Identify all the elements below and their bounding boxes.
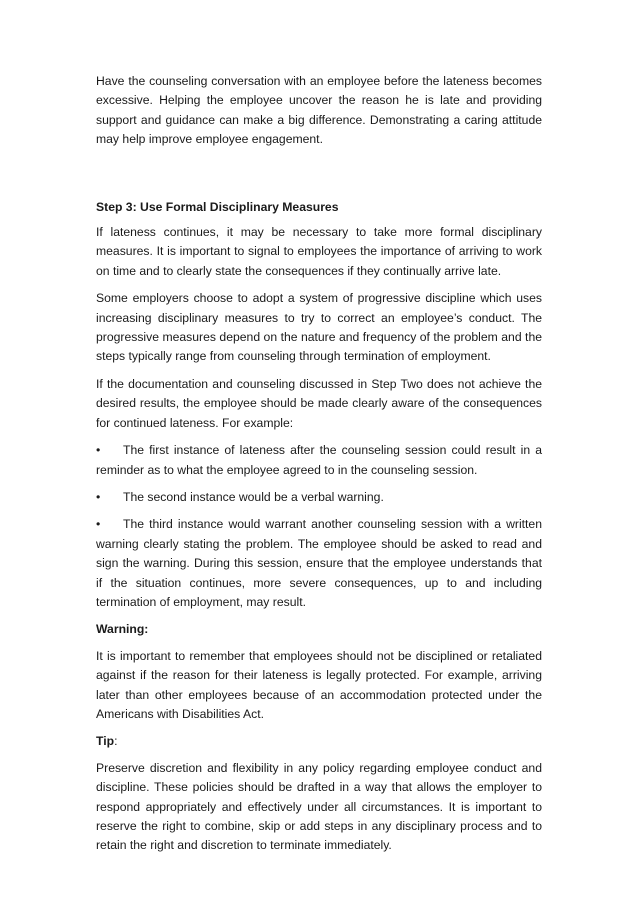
intro-paragraph: Have the counseling conversation with an employee before the lateness becomes excessive. Helping the employee uncover the reason he is late and providing support and guidance can make a big difference. Demonstrating a caring attitude may help improve employee engagement. xyxy=(96,74,542,147)
bullet-icon: • xyxy=(96,517,101,532)
bullet-item-2 xyxy=(96,488,542,507)
warning-text: It is important to remember that employees should not be disciplined or retaliated against if the reason for their lateness is legally protected. For example, arriving later than other employees because of an accommodation protected under the Americans with Disabilities Act. xyxy=(96,648,542,721)
step3-paragraph-3: If the documentation and counseling discussed in Step Two does not achieve the desired results, the employee should be made clearly aware of the consequences for continued lateness. For example: xyxy=(96,376,542,430)
document-page xyxy=(96,72,542,864)
bullet-icon: • xyxy=(96,443,101,458)
bullet-text: The second instance would be a verbal warning. xyxy=(123,489,384,504)
tip-label-line xyxy=(96,732,542,751)
tip-label: Tip xyxy=(96,734,115,749)
bullet-text: The third instance would warrant another counseling session with a written warning clearly stating the problem. The employee should be asked to read and sign the warning. During this session, ensure that the employee understands that if the situation continues, more severe consequences, up to and including termination of employment, may result. xyxy=(96,517,542,609)
step3-heading: Step 3: Use Formal Disciplinary Measures xyxy=(96,199,339,214)
step3-paragraph-2: Some employers choose to adopt a system of progressive discipline which uses increasing disciplinary measures to try to correct an employee’s conduct. The progressive measures depend on the nature and frequency of the problem and the steps typically range from counseling through termination of employment. xyxy=(96,291,542,364)
step3-paragraph-1: If lateness continues, it may be necessary to take more formal disciplinary measures. It is important to signal to employees the importance of arriving to work on time and to clearly state the consequences if they continually arrive late. xyxy=(96,225,542,278)
bullet-item-1 xyxy=(96,441,542,480)
bullet-text: The first instance of lateness after the counseling session could result in a reminder as to what the employee agreed to in the counseling session. xyxy=(96,443,542,477)
tip-colon: : xyxy=(114,734,118,749)
bullet-item-3 xyxy=(96,515,542,612)
warning-label: Warning: xyxy=(96,622,149,637)
tip-text: Preserve discretion and flexibility in any policy regarding employee conduct and discipline. These policies should be drafted in a way that allows the employer to respond appropriately and effectively under all circumstances. It is important to reserve the right to combine, skip or add steps in any disciplinary process and to retain the right and discretion to terminate immediately. xyxy=(96,760,542,853)
bullet-icon: • xyxy=(96,489,101,504)
